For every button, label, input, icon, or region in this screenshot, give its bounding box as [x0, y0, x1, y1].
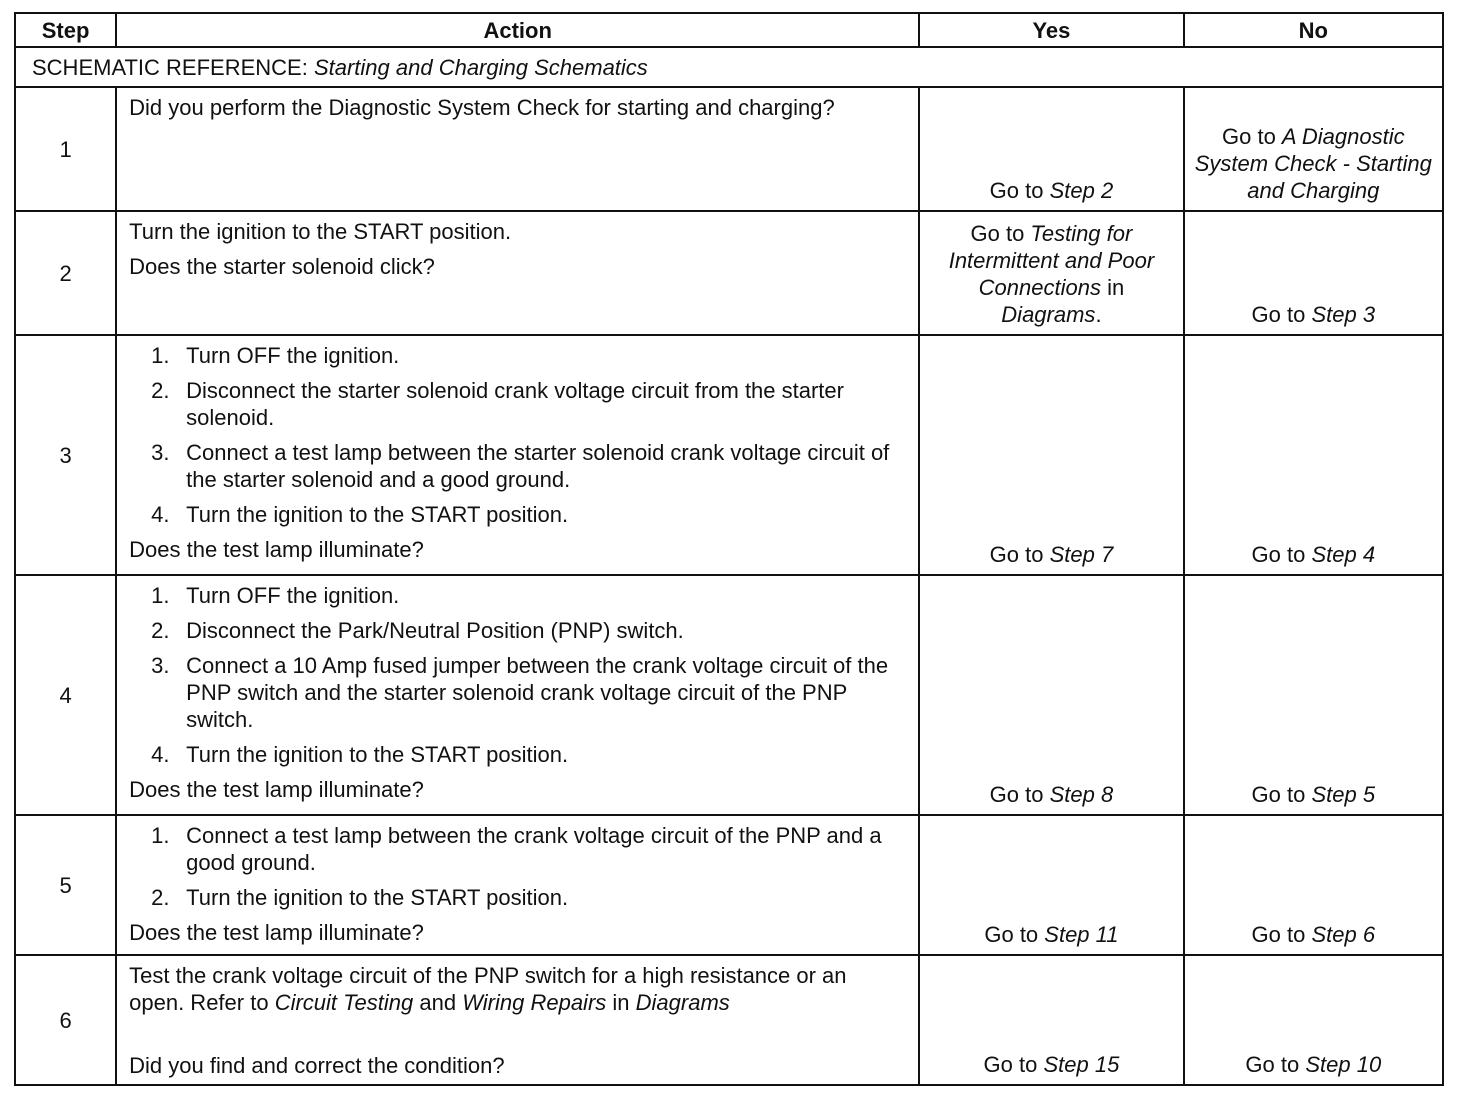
header-step: Step: [15, 13, 116, 47]
table-row: [15, 955, 1443, 1085]
list-item-text: Disconnect the starter solenoid crank voltage circuit from the starter solenoid.: [186, 378, 844, 430]
no-target: Step 3: [1311, 302, 1376, 327]
no-prefix: Go to: [1251, 922, 1312, 947]
list-item: 3. Connect a 10 Amp fused jumper between the crank voltage circuit of the PNP switch and the starter solenoid crank voltage circuit of the PNP switch.: [151, 653, 889, 732]
yes-cell: [919, 955, 1183, 1085]
yes-cell: [919, 87, 1183, 211]
list-item-text: Turn the ignition to the START position.: [186, 885, 569, 910]
no-target: Step 4: [1311, 542, 1376, 567]
table-row: [15, 87, 1443, 211]
action-text-part: and: [413, 990, 463, 1015]
yes-target: Step 8: [1049, 782, 1114, 807]
no-cell: [1184, 575, 1443, 815]
yes-mid: in: [1100, 275, 1125, 300]
action-cell: [116, 575, 919, 815]
step-number: 3: [15, 335, 116, 575]
schematic-reference: [15, 47, 1443, 87]
list-item-text: Connect a test lamp between the starter solenoid crank voltage circuit of the starter solenoid and a good ground.: [186, 440, 890, 492]
no-prefix: Go to: [1251, 302, 1312, 327]
action-question: Does the test lamp illuminate?: [129, 777, 424, 802]
list-item-text: Turn the ignition to the START position.: [186, 742, 569, 767]
step-number: 6: [15, 955, 116, 1085]
no-target: A Diagnostic System Check - Starting and Charging: [1194, 124, 1432, 203]
list-item-text: Disconnect the Park/Neutral Position (PNP) switch.: [186, 618, 684, 643]
yes-prefix: Go to: [989, 178, 1050, 203]
list-item: 2. Disconnect the Park/Neutral Position (PNP) switch.: [151, 618, 684, 643]
table-row: [15, 211, 1443, 335]
action-cell: [116, 335, 919, 575]
yes-prefix: Go to: [989, 542, 1050, 567]
no-prefix: Go to: [1222, 124, 1282, 149]
step-number: 5: [15, 815, 116, 955]
table-row: [15, 335, 1443, 575]
action-cell: [116, 211, 919, 335]
yes-prefix: Go to: [983, 1052, 1044, 1077]
no-cell: [1184, 815, 1443, 955]
yes-suffix: .: [1095, 302, 1102, 327]
circuit-testing-ref: Circuit Testing: [274, 990, 414, 1015]
list-item: 2. Turn the ignition to the START position.: [151, 885, 569, 910]
step-number: 4: [15, 575, 116, 815]
header-no: No: [1184, 13, 1443, 47]
action-list: [129, 822, 906, 911]
diagnostic-table: [14, 12, 1444, 1086]
no-cell: [1184, 87, 1443, 211]
no-prefix: Go to: [1251, 542, 1312, 567]
action-list: [129, 342, 906, 528]
no-target: Step 5: [1311, 782, 1376, 807]
action-question: Does the test lamp illuminate?: [129, 920, 424, 945]
action-cell: [116, 815, 919, 955]
no-prefix: Go to: [1251, 782, 1312, 807]
step-number: 2: [15, 211, 116, 335]
table-row: [15, 815, 1443, 955]
no-cell: [1184, 211, 1443, 335]
list-item-text: Turn the ignition to the START position.: [186, 502, 569, 527]
table-row: [15, 575, 1443, 815]
action-text: Turn the ignition to the START position.: [129, 219, 512, 244]
no-prefix: Go to: [1245, 1052, 1306, 1077]
diagrams-ref: Diagrams: [635, 990, 730, 1015]
yes-prefix: Go to: [984, 922, 1045, 947]
yes-target-2: Diagrams: [1001, 302, 1096, 327]
action-cell: [116, 87, 919, 211]
action-question: Did you find and correct the condition?: [129, 1053, 505, 1078]
no-cell: [1184, 955, 1443, 1085]
yes-prefix: Go to: [970, 221, 1031, 246]
yes-target: Step 11: [1044, 922, 1119, 947]
list-item: 4. Turn the ignition to the START position.: [151, 742, 569, 767]
header-row: [15, 13, 1443, 47]
yes-target: Step 2: [1049, 178, 1114, 203]
yes-prefix: Go to: [989, 782, 1050, 807]
action-question: Does the test lamp illuminate?: [129, 537, 424, 562]
list-item-text: Turn OFF the ignition.: [186, 583, 400, 608]
action-text: Did you perform the Diagnostic System Check for starting and charging?: [129, 95, 835, 120]
yes-cell: [919, 575, 1183, 815]
list-item-text: Connect a 10 Amp fused jumper between the crank voltage circuit of the PNP switch and the starter solenoid crank voltage circuit of the PNP switch.: [186, 653, 889, 732]
yes-target: Testing for Intermittent and Poor Connections: [948, 221, 1155, 300]
list-item-text: Connect a test lamp between the crank voltage circuit of the PNP and a good ground.: [186, 823, 882, 875]
wiring-repairs-ref: Wiring Repairs: [462, 990, 607, 1015]
list-item: 3. Connect a test lamp between the starter solenoid crank voltage circuit of the starter solenoid and a good ground.: [151, 440, 890, 492]
yes-cell: [919, 335, 1183, 575]
action-list: [129, 582, 906, 768]
schematic-link: Starting and Charging Schematics: [313, 54, 648, 80]
action-text: [129, 962, 906, 1016]
no-target: Step 10: [1305, 1052, 1382, 1077]
action-text-part: Test the crank voltage circuit of the PNP switch for a high resistance or an open. Refer to: [129, 963, 847, 1015]
yes-cell: [919, 211, 1183, 335]
action-question: Does the starter solenoid click?: [129, 254, 435, 279]
schematic-row: [15, 47, 1443, 87]
header-action: Action: [116, 13, 919, 47]
action-text-part: in: [606, 990, 636, 1015]
yes-target: Step 7: [1049, 542, 1114, 567]
list-item: 1. Turn OFF the ignition.: [151, 343, 400, 368]
list-item: 4. Turn the ignition to the START position.: [151, 502, 569, 527]
yes-cell: [919, 815, 1183, 955]
header-yes: Yes: [919, 13, 1183, 47]
no-target: Step 6: [1311, 922, 1376, 947]
no-cell: [1184, 335, 1443, 575]
list-item: 1. Turn OFF the ignition.: [151, 583, 400, 608]
action-cell: [116, 955, 919, 1085]
yes-target: Step 15: [1043, 1052, 1120, 1077]
list-item: 1. Connect a test lamp between the crank voltage circuit of the PNP and a good ground.: [151, 823, 882, 875]
step-number: 1: [15, 87, 116, 211]
list-item-text: Turn OFF the ignition.: [186, 343, 400, 368]
schematic-label: SCHEMATIC REFERENCE:: [32, 54, 314, 80]
list-item: 2. Disconnect the starter solenoid crank voltage circuit from the starter solenoid.: [151, 378, 844, 430]
